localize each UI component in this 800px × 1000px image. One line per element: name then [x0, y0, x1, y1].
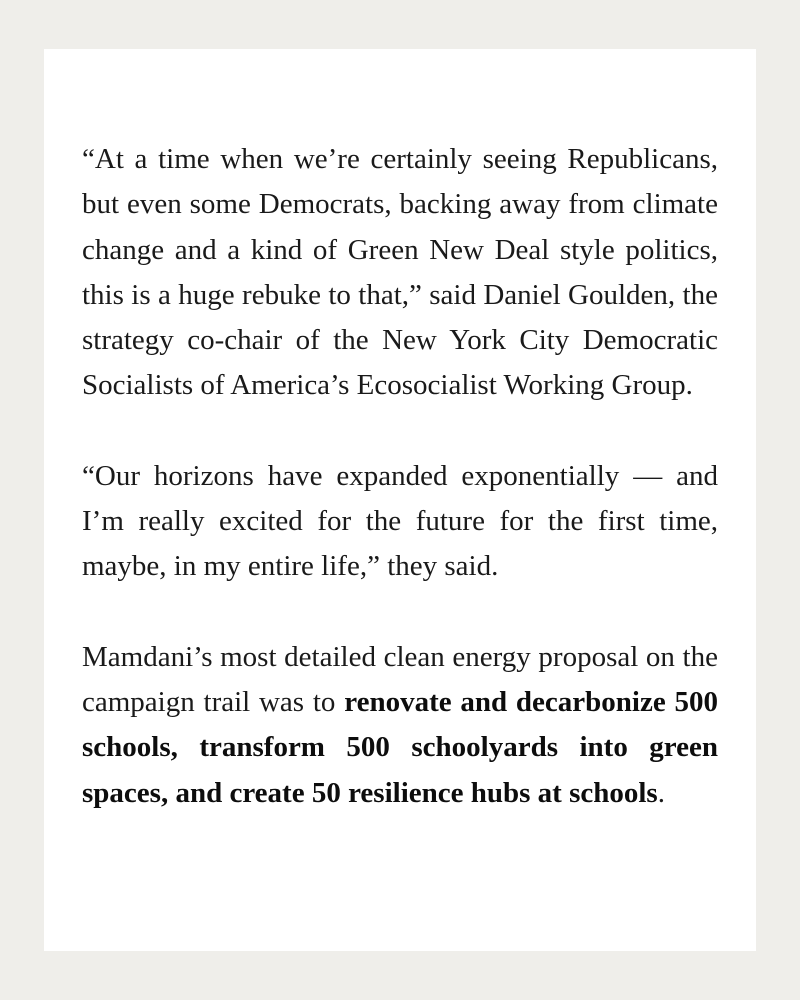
proposal-intro-text: Mamdani’s most detailed clean energy proposal on the campaign trail was to — [82, 640, 718, 718]
paragraph-mamdani-proposal — [82, 635, 718, 816]
proposal-highlight-text: renovate and decarbonize 500 schools, transform 500 schoolyards into green spaces, and create 50 resilience hubs at schools — [82, 685, 718, 809]
proposal-end-punctuation: . — [657, 776, 665, 809]
paragraph-horizons-quote: “Our horizons have expanded exponentially — and I’m really excited for the future for the first time, maybe, in my entire life,” they said. — [82, 459, 718, 583]
quote-card — [44, 49, 756, 951]
paragraph-goulden-quote: “At a time when we’re certainly seeing Republicans, but even some Democrats, backing away from climate change and a kind of Green New Deal style politics, this is a huge rebuke to that,” said Daniel Goulden, the strategy co-chair of the New York City Democratic Socialists of America’s Ecosocialist Working Group. — [82, 143, 718, 402]
